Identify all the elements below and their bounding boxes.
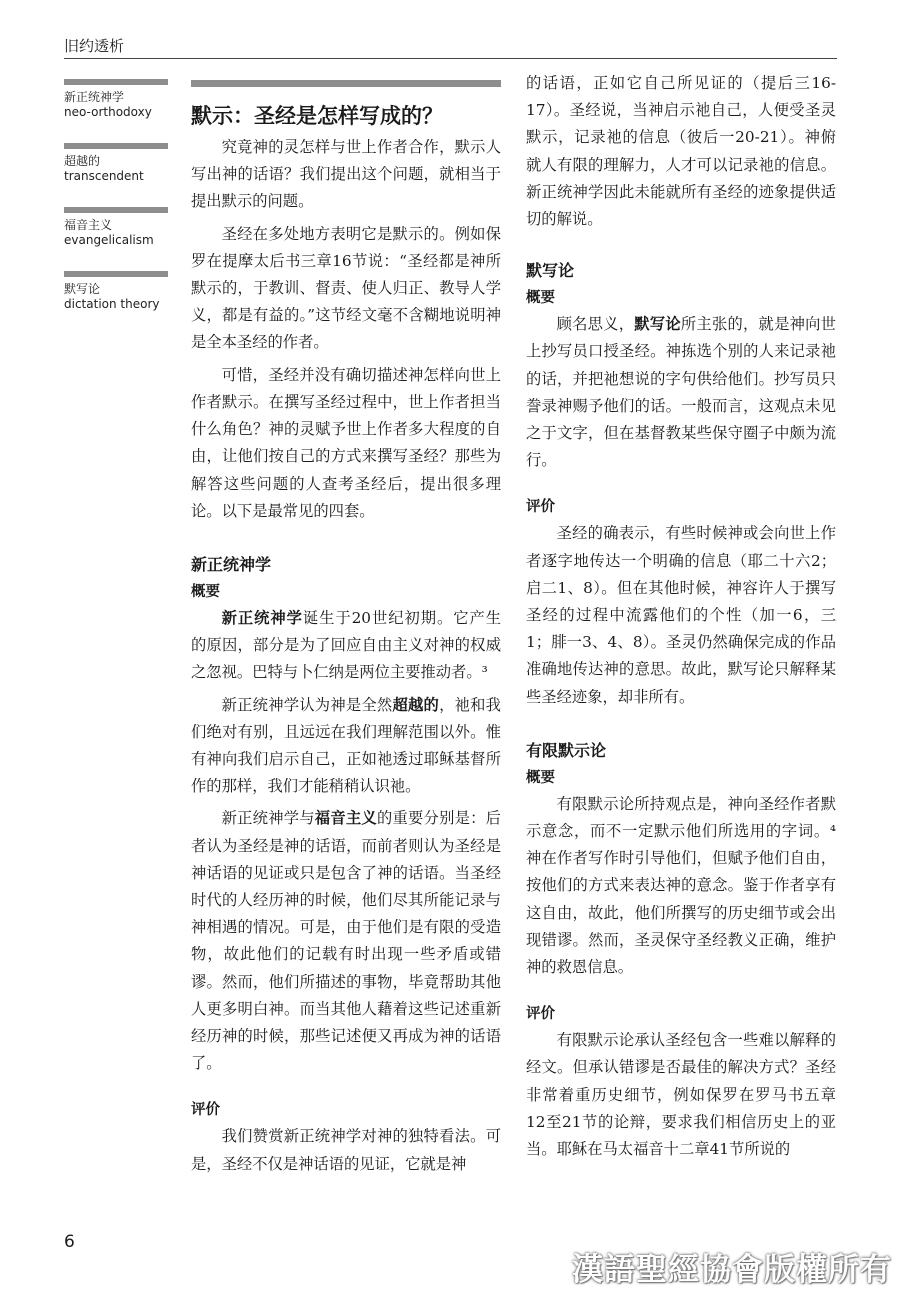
paragraph-text: 新正统神学与	[221, 809, 315, 828]
glossary-term-en: transcendent	[64, 169, 144, 183]
glossary-term-en: neo-orthodoxy	[64, 105, 152, 119]
subheading-evaluation: 评价	[526, 499, 555, 516]
paragraph: 圣经在多处地方表明它是默示的。例如保罗在提摩太后书三章16节说：“圣经都是神所默示的，于教训、督责、使人归正、教导人学义，都是有益的。”这节经文毫不含糊地说明神是全本圣经的作者。	[191, 224, 501, 352]
title-bar	[191, 80, 501, 87]
page-number: 6	[64, 1232, 75, 1252]
glossary-term	[64, 143, 168, 184]
paragraph	[191, 692, 501, 801]
paragraph: 可惜，圣经并没有确切描述神怎样向世上作者默示。在撰写圣经过程中，世上作者担当什么角色？神的灵赋予世上作者多大程度的自由，让他们按自己的方式来撰写圣经？那些为解答这些问题的人查考圣经后，提出很多理论。以下是最常见的四套。	[191, 365, 501, 520]
text-column-left	[191, 72, 501, 1183]
glossary-sidebar	[64, 79, 168, 335]
key-term: 默写论	[634, 315, 681, 334]
header-title: 旧约透析	[64, 37, 125, 55]
copyright-watermark: 漢語聖經協會版權所有	[572, 1252, 892, 1288]
paragraph	[526, 311, 836, 474]
paragraph-continued: 的话语，正如它自己所见证的（提后三16-17）。圣经说，当神启示祂自己，人便受圣灵默示，记录祂的信息（彼后一20-21）。神俯就人有限的理解力，人才可以记录祂的信息。新正统神学因此未能就所有圣经的迹象提供适切的解说。	[526, 74, 836, 229]
text-column-right	[526, 70, 836, 1168]
glossary-bar	[64, 271, 168, 277]
glossary-term	[64, 271, 168, 312]
subheading-evaluation: 评价	[526, 1006, 555, 1023]
header-rule	[64, 58, 837, 59]
paragraph: 有限默示论承认圣经包含一些难以解释的经文。但承认错谬是否最佳的解决方式？圣经非常着重历史细节，例如保罗在罗马书五章12至21节的论辩，要求我们相信历史上的亚当。耶稣在马太福音十二章41节所说的	[526, 1031, 836, 1159]
subheading-evaluation: 评价	[191, 1102, 220, 1119]
paragraph-text: ，祂和我们绝对有别，且远远在我们理解范围以外。惟有神向我们启示自己，正如祂透过耶稣基督所作的那样，我们才能稍稍认识祂。	[191, 695, 501, 796]
glossary-bar	[64, 143, 168, 149]
subheading-overview: 概要	[526, 290, 555, 307]
section-heading: 默写论	[526, 261, 575, 281]
paragraph: 有限默示论所持观点是，神向圣经作者默示意念，而不一定默示他们所选用的字词。⁴神在作者写作时引导他们，但赋予他们自由，按他们的方式来表达神的意念。鉴于作者享有这自由，故此，他们所撰写的历史细节或会出现错谬。然而，圣灵保守圣经教义正确，维护神的救恩信息。	[526, 794, 836, 977]
glossary-bar	[64, 207, 168, 213]
glossary-term-zh: 福音主义	[64, 218, 113, 232]
section-heading: 新正统神学	[191, 554, 272, 574]
paragraph	[191, 605, 501, 687]
glossary-term	[64, 79, 168, 120]
paragraph-text: 顾名思义，	[556, 315, 635, 334]
paragraph	[191, 805, 501, 1077]
paragraph-text: 诞生于20世纪初期。它产生的原因，部分是为了回应自由主义对神的权威之忽视。巴特与卜仁纳是两位主要推动者。³	[191, 608, 501, 682]
paragraph-text: 所主张的，就是神向世上抄写员口授圣经。神拣选个别的人来记录祂的话，并把祂想说的字句供给他们。抄写员只誊录神赐予他们的话。一般而言，这观点未见之于文字，但在基督教某些保守圈子中颇为流行。	[526, 315, 836, 470]
glossary-term-en: dictation theory	[64, 297, 160, 311]
paragraph-text: 新正统神学认为神是全然	[221, 695, 393, 714]
section-heading: 有限默示论	[526, 740, 607, 760]
key-term: 超越的	[392, 695, 440, 714]
glossary-term-zh: 新正统神学	[64, 90, 125, 104]
paragraph: 圣经的确表示，有些时候神或会向世上作者逐字地传达一个明确的信息（耶二十六2；启二1、8）。但在其他时候，神容许人于撰写圣经的过程中流露他们的个性（加一6，三1；腓一3、4、8）。圣灵仍然确保完成的作品准确地传达神的意思。故此，默写论只解释某些圣经迹象，却非所有。	[526, 524, 836, 706]
glossary-term-en: evangelicalism	[64, 233, 154, 247]
page-title: 默示：圣经是怎样写成的？	[191, 104, 443, 129]
glossary-bar	[64, 79, 168, 85]
subheading-overview: 概要	[526, 769, 555, 786]
paragraph-text: 的重要分别是：后者认为圣经是神的话语，而前者则认为圣经是神话语的见证或只是包含了神的话语。当圣经时代的人经历神的时候，他们尽其所能记录与神相遇的情况。可是，由于他们是有限的受造物，故此他们的记载有时出现一些矛盾或错谬。然而，他们所描述的事物，毕竟帮助其他人更多明白神。而当其他人藉着这些记述重新经历神的时候，那些记述便又再成为神的话语了。	[191, 809, 501, 1073]
glossary-term-zh: 默写论	[64, 282, 101, 296]
paragraph: 究竟神的灵怎样与世上作者合作，默示人写出神的话语？我们提出这个问题，就相当于提出默示的问题。	[191, 138, 501, 211]
glossary-term-zh: 超越的	[64, 154, 101, 168]
key-term: 新正统神学	[221, 608, 303, 627]
glossary-term	[64, 207, 168, 248]
paragraph: 我们赞赏新正统神学对神的独特看法。可是，圣经不仅是神话语的见证，它就是神	[191, 1127, 501, 1173]
key-term: 福音主义	[314, 809, 377, 828]
subheading-overview: 概要	[191, 583, 220, 600]
